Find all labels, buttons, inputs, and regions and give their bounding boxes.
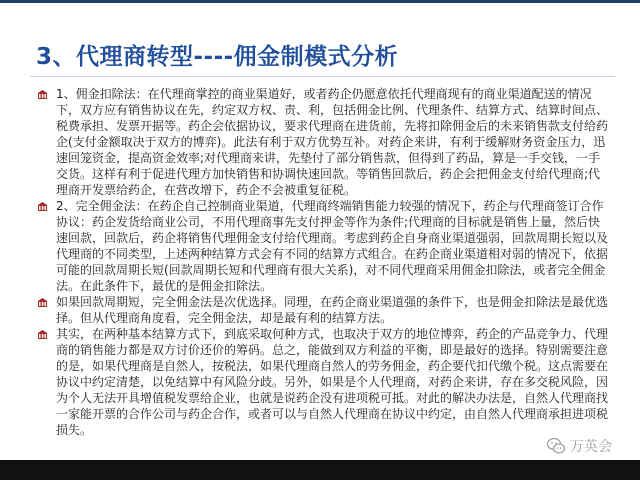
watermark: [546, 436, 612, 456]
title-divider: [30, 76, 615, 77]
paragraph-conclusion: [34, 326, 610, 438]
paragraph-text: 1、佣金扣除法：在代理商掌控的商业渠道好，或者药企仍愿意依托代理商现有的商业渠道配送的情况下，双方应有销售协议在先，约定双方权、责、利，包括佣金比例、代理条件、结算方式、结算时间点、税费承担、发票开据等。药企会依据协议，要求代理商在进货前，先将扣除佣金后的未来销售款支付给药企(支付金额取决于双方的博弈)。此法有利于双方优势互补。对药企来讲，有利于缓解财务资金压力，迅速回笼资金，提高资金效率;对代理商来讲，先垫付了部分销售款，但得到了药品，算是一手交钱，一手交货。这样有利于促进代理方加快销售和协调快速回款。等销售回款后，药企会把佣金支付给代理商;代理商开发票给药企，在营改增下，药企不会被重复征税。: [56, 87, 609, 197]
paragraph-text: 其实，在两种基本结算方式下，到底采取何种方式，也取决于双方的地位博弈，药企的产品竞争力、代理商的销售能力都是双方讨价还价的筹码。总之，能做到双方利益的平衡，即是最好的选择。特别需要注意的是，如果代理商是自然人，按税法，如果代理商自然人的劳务佣金，药企要代扣代缴个税。这点需要在协议中约定清楚，以免结算中有风险分歧。另外，如果是个人代理商，对药企来讲，存在多交税风险，因为个人无法开具增值税发票给企业，也就是说药企没有进项税可抵。对此的解决办法是，自然人代理商找一家能开票的合作公司与药企合作，或者可以与自然人代理商在协议中约定，由自然人代理商承担进项税损失。: [56, 327, 609, 437]
slide-title: 3、代理商转型----佣金制模式分析: [36, 44, 399, 70]
paragraph-commission-deduction: [34, 86, 610, 198]
wechat-icon: [546, 436, 566, 456]
paragraph-full-commission: [34, 198, 610, 294]
paragraph-text: 2、完全佣金法：在药企自己控制商业渠道，代理商终端销售能力较强的情况下，药企与代理商签订合作协议：药企发货给商业公司，不用代理商事先支付押金等作为条件;代理商的目标就是销售上量，然后快速回款，回款后，药企将销售代理佣金支付给代理商。考虑到药企自身商业渠道强弱，回款周期长短以及代理商的不同类型，上述两种结算方式会有不同的结算方式组合。在药企商业渠道相对弱的情况下，依据可能的回款周期长短(回款周期长短和代理商有很大关系)，对不同代理商采用佣金扣除法，或者完全佣金法。在此条件下，最优的是佣金扣除法。: [56, 199, 609, 293]
top-accent-bar: [0, 0, 640, 3]
bottom-bar: [0, 460, 640, 480]
paragraph-payment-cycle: [34, 294, 610, 326]
paragraph-text: 如果回款周期短，完全佣金法是次优选择。同理，在药企商业渠道强的条件下，也是佣金扣除法是最优选择。但从代理商角度看，完全佣金法，却是最有利的结算方法。: [56, 295, 609, 325]
building-bullet-icon: [38, 90, 46, 98]
building-bullet-icon: [38, 202, 46, 210]
slide-body: [34, 86, 610, 438]
building-bullet-icon: [38, 330, 46, 338]
building-bullet-icon: [38, 298, 46, 306]
watermark-text: 万英会: [570, 439, 612, 455]
